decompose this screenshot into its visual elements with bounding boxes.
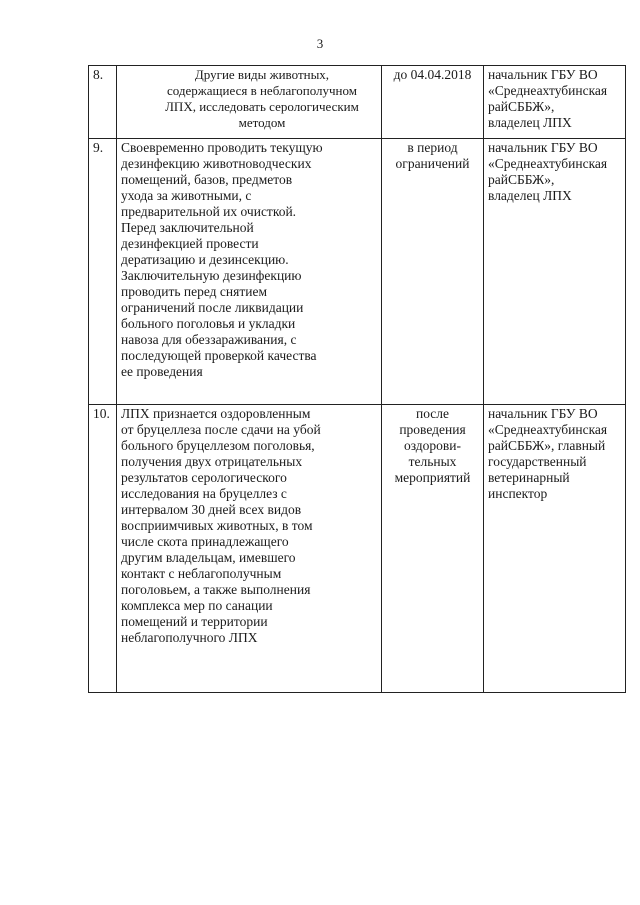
table-row <box>89 405 626 693</box>
measure-description: Другие виды животных, содержащиеся в неблагополучном ЛПХ, исследовать серологическим методом <box>117 66 382 139</box>
measure-term: в период ограничений <box>382 139 484 405</box>
table-row <box>89 66 626 139</box>
measure-description: ЛПХ признается оздоровленным от бруцеллеза после сдачи на убой больного бруцеллезом поголовья, получения двух отрицательных результатов серологического исследования на бруцеллез с интервалом 30 дней всех видов восприимчивых животных, в том числе скота принадлежащего другим владельцам, имевшего контакт с неблагополучным поголовьем, а также выполнения комплекса мер по санации помещений и территории неблагополучного ЛПХ <box>117 405 382 693</box>
measure-responsible: начальник ГБУ ВО «Среднеахтубинская райСББЖ», владелец ЛПХ <box>484 139 626 405</box>
measure-responsible: начальник ГБУ ВО «Среднеахтубинская райСББЖ», владелец ЛПХ <box>484 66 626 139</box>
measure-description: Своевременно проводить текущую дезинфекцию животноводческих помещений, базов, предметов ухода за животными, с предварительной их очисткой. Перед заключительной дезинфекцией провести дератизацию и дезинсекцию. Заключительную дезинфекцию проводить перед снятием ограничений после ликвидации больного поголовья и укладки навоза для обеззараживания, с последующей проверкой качества ее проведения <box>117 139 382 405</box>
row-number: 8. <box>89 66 117 139</box>
row-number: 10. <box>89 405 117 693</box>
page-number: 3 <box>316 36 324 51</box>
measure-responsible: начальник ГБУ ВО «Среднеахтубинская райСББЖ», главный государственный ветеринарный инспектор <box>484 405 626 693</box>
measures-table <box>88 65 626 693</box>
measure-term: после проведения оздорови- тельных мероприятий <box>382 405 484 693</box>
row-number: 9. <box>89 139 117 405</box>
measure-term: до 04.04.2018 <box>382 66 484 139</box>
table-row <box>89 139 626 405</box>
